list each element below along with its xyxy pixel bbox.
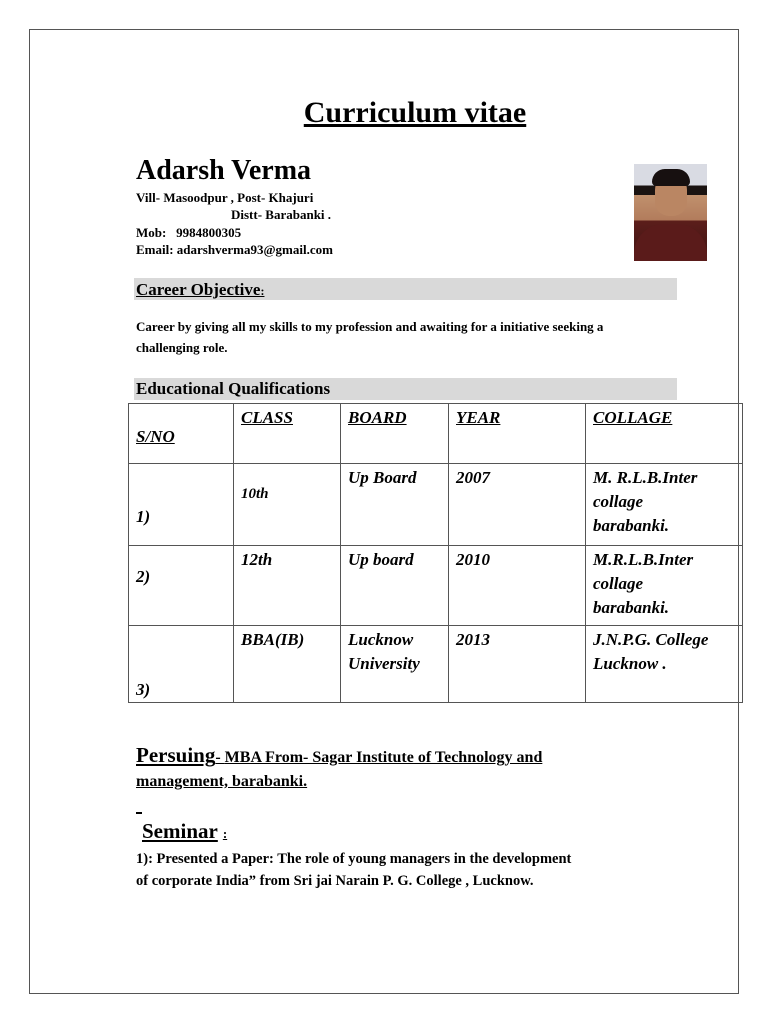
column-header-sno: S/NO [129, 404, 234, 464]
document-title: Curriculum vitae [303, 96, 527, 129]
cell-board: Lucknow University [341, 626, 449, 703]
email-address: Email: adarshverma93@gmail.com [136, 242, 333, 257]
cell-year: 2007 [449, 464, 586, 546]
cell-year: 2010 [449, 546, 586, 626]
persuing-text: MBA From- Sagar Institute of Technology and [224, 749, 543, 766]
cell-college: M.R.L.B.Inter collage barabanki. [586, 546, 743, 626]
address-line-1: Vill- Masoodpur , Post- Khajuri [136, 190, 314, 205]
column-header-year: YEAR [449, 404, 586, 464]
table-row [129, 546, 743, 626]
stray-underline [136, 812, 142, 814]
cell-college: J.N.P.G. College Lucknow . [586, 626, 743, 703]
education-heading: Educational Qualifications [136, 379, 331, 398]
column-header-college: COLLAGE [586, 404, 743, 464]
cell-year: 2013 [449, 626, 586, 703]
persuing-line-2: management, barabanki. [136, 773, 308, 790]
cell-class: 10th [234, 464, 341, 546]
table-header-row [129, 404, 743, 464]
cell-class: 12th [234, 546, 341, 626]
profile-photo [634, 164, 707, 261]
address-line-2: Distt- Barabanki . [231, 207, 332, 222]
column-header-board: BOARD [341, 404, 449, 464]
mobile-number: Mob: 9984800305 [136, 225, 242, 240]
table-row [129, 626, 743, 703]
career-objective-heading: Career Objective: [136, 280, 265, 299]
cell-board: Up Board [341, 464, 449, 546]
cell-board: Up board [341, 546, 449, 626]
career-objective-text: Career by giving all my skills to my profession and awaiting for a initiative seeking a challenging role. [136, 319, 604, 355]
persuing-line-1: Persuing- MBA From- Sagar Institute of Technology and [136, 743, 543, 767]
cell-class: BBA(IB) [234, 626, 341, 703]
cell-college: M. R.L.B.Inter collage barabanki. [586, 464, 743, 546]
cell-sno: 2) [129, 546, 234, 626]
table-row [129, 464, 743, 546]
education-table [128, 403, 743, 703]
candidate-name: Adarsh Verma [136, 155, 312, 186]
column-header-class: CLASS [234, 404, 341, 464]
cell-sno: 3) [129, 626, 234, 703]
seminar-heading: Seminar : [142, 819, 228, 843]
seminar-text: 1): Presented a Paper: The role of young managers in the development of corporate India” from Sri jai Narain P. G. College , Lucknow. [136, 851, 572, 889]
persuing-label: Persuing [136, 743, 216, 767]
cell-sno: 1) [129, 464, 234, 546]
